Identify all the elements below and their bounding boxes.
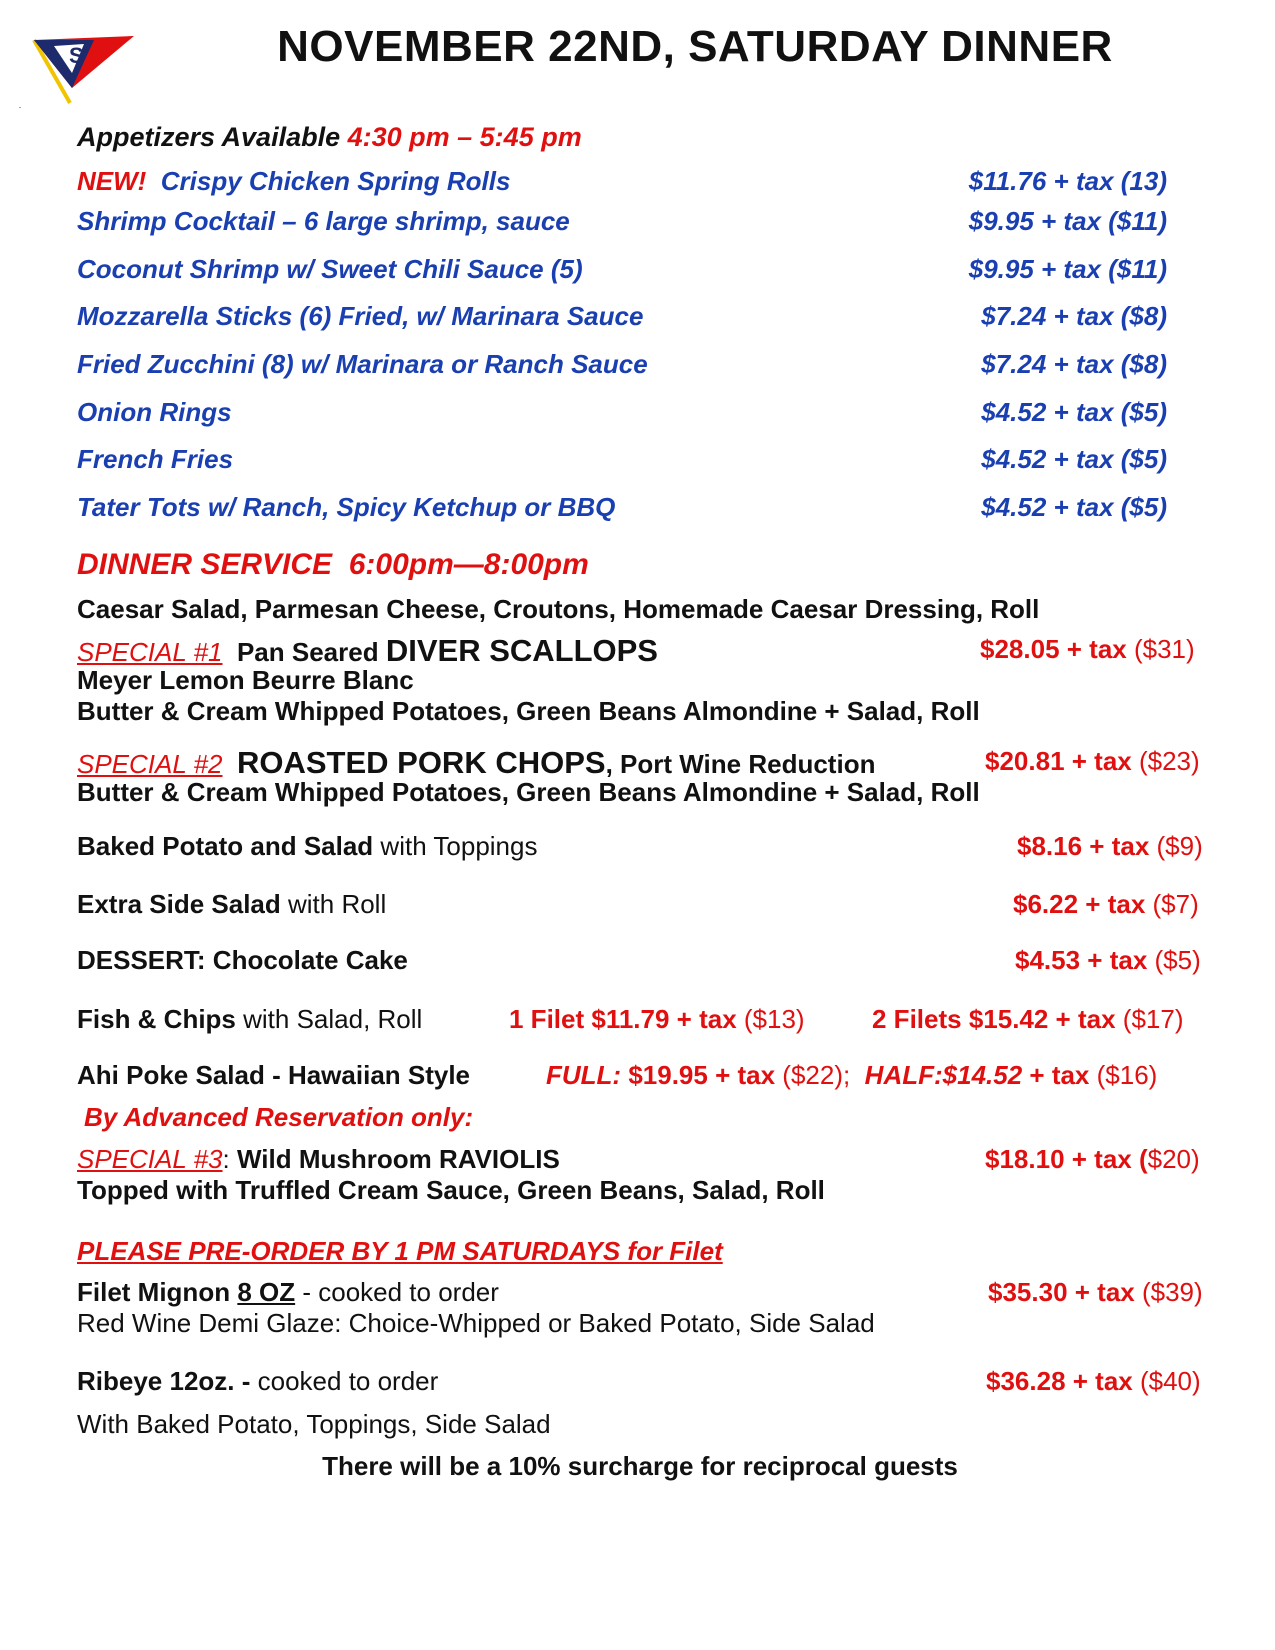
dessert-price-value: $4.53 + tax xyxy=(1015,945,1148,975)
poke-full-total: ($22); xyxy=(782,1060,851,1090)
special-3-price-total: $20) xyxy=(1147,1144,1200,1174)
surcharge-note: There will be a 10% surcharge for reciprocal guests xyxy=(322,1451,958,1481)
logo-letter: S xyxy=(69,43,84,68)
filet-name: Filet Mignon xyxy=(77,1277,231,1307)
appetizer-name: Fried Zucchini (8) w/ Marinara or Ranch Sauce xyxy=(77,349,648,379)
special-3-colon: : xyxy=(222,1144,230,1174)
appetizer-price: $7.24 + tax ($8) xyxy=(981,301,1167,331)
side-salad-price xyxy=(1013,889,1199,920)
appetizer-name: Coconut Shrimp w/ Sweet Chili Sauce (5) xyxy=(77,254,583,284)
special-1-line xyxy=(77,633,658,669)
reservation-notice: By Advanced Reservation only: xyxy=(84,1102,474,1132)
pre-order-notice: PLEASE PRE-ORDER BY 1 PM SATURDAYS for Filet xyxy=(77,1236,723,1266)
special-2-price xyxy=(985,746,1200,777)
poke-full-label: FULL: xyxy=(546,1060,622,1090)
ribeye-line xyxy=(77,1366,438,1397)
side-salad-price-value: $6.22 + tax xyxy=(1013,889,1146,919)
appetizer-price: $7.24 + tax ($8) xyxy=(981,349,1167,379)
ribeye-price-value: $36.28 + tax xyxy=(986,1366,1133,1396)
special-2-price-value: $20.81 + tax xyxy=(985,746,1132,776)
special-1-sides: Butter & Cream Whipped Potatoes, Green Beans Almondine + Salad, Roll xyxy=(77,696,980,726)
ribeye-price-total: ($40) xyxy=(1139,1366,1201,1396)
poke-salad-prices xyxy=(546,1060,1157,1091)
fish-chips-2-filet-price xyxy=(872,1004,1183,1035)
dessert-price xyxy=(1015,945,1201,976)
special-3-name: Wild Mushroom RAVIOLIS xyxy=(236,1144,560,1174)
baked-potato-price xyxy=(1017,831,1203,862)
poke-salad-name: Ahi Poke Salad - Hawaiian Style xyxy=(77,1060,471,1090)
ribeye-sides: With Baked Potato, Toppings, Side Salad xyxy=(77,1409,551,1439)
baked-potato-line xyxy=(77,831,537,862)
filet-size: 8 OZ xyxy=(237,1277,296,1307)
side-salad-name: Extra Side Salad xyxy=(77,889,281,919)
new-badge: NEW! xyxy=(77,166,147,196)
appetizer-name: Crispy Chicken Spring Rolls xyxy=(160,166,511,196)
fish-chips-line xyxy=(77,1004,422,1035)
special-1-prefix: Pan Seared xyxy=(236,637,379,667)
special-2-line xyxy=(77,745,875,781)
special-1-price xyxy=(980,634,1195,665)
fish-1-filet-total: ($13) xyxy=(743,1004,805,1034)
special-1-sauce: Meyer Lemon Beurre Blanc xyxy=(77,665,414,695)
appetizer-name: French Fries xyxy=(77,444,234,474)
caesar-salad-line: Caesar Salad, Parmesan Cheese, Croutons, Homemade Caesar Dressing, Roll xyxy=(77,594,1040,624)
ribeye-name: Ribeye 12oz. - xyxy=(77,1366,251,1396)
appetizers-time: 4:30 pm – 5:45 pm xyxy=(347,122,582,152)
special-2-price-total: ($23) xyxy=(1138,746,1200,776)
fish-chips-1-filet-price xyxy=(509,1004,805,1035)
special-1-label: SPECIAL #1 xyxy=(77,637,223,667)
ribeye-price xyxy=(986,1366,1201,1397)
baked-potato-price-total: ($9) xyxy=(1156,831,1203,861)
filet-price xyxy=(988,1277,1203,1308)
appetizers-heading-label: Appetizers Available xyxy=(77,122,341,152)
appetizer-price: $4.52 + tax ($5) xyxy=(981,397,1167,427)
special-2-suffix: , Port Wine Reduction xyxy=(605,749,876,779)
fish-2-filet-value: 2 Filets $15.42 + tax xyxy=(872,1004,1116,1034)
fish-chips-name: Fish & Chips xyxy=(77,1004,236,1034)
dinner-heading-label: DINNER SERVICE xyxy=(77,548,333,581)
appetizer-price: $4.52 + tax ($5) xyxy=(981,444,1167,474)
fish-chips-desc: with Salad, Roll xyxy=(235,1004,423,1034)
dessert-line: DESSERT: Chocolate Cake xyxy=(77,945,408,975)
special-1-name: DIVER SCALLOPS xyxy=(385,633,658,668)
poke-half-tax: + tax xyxy=(1029,1060,1090,1090)
appetizer-price: $4.52 + tax ($5) xyxy=(981,492,1167,522)
special-3-label: SPECIAL #3 xyxy=(77,1144,223,1174)
filet-price-value: $35.30 + tax xyxy=(988,1277,1135,1307)
special-3-price-value: $18.10 + tax ( xyxy=(985,1144,1148,1174)
special-1-price-total: ($31) xyxy=(1133,634,1195,664)
special-2-sides: Butter & Cream Whipped Potatoes, Green Beans Almondine + Salad, Roll xyxy=(77,777,980,807)
filet-price-total: ($39) xyxy=(1141,1277,1203,1307)
baked-potato-price-value: $8.16 + tax xyxy=(1017,831,1150,861)
side-salad-price-total: ($7) xyxy=(1152,889,1199,919)
filet-line xyxy=(77,1277,499,1308)
special-1-price-value: $28.05 + tax xyxy=(980,634,1127,664)
appetizers-heading xyxy=(77,122,582,153)
side-salad-desc: with Roll xyxy=(280,889,387,919)
special-2-label: SPECIAL #2 xyxy=(77,749,223,779)
baked-potato-desc: with Toppings xyxy=(373,831,538,861)
filet-sides: Red Wine Demi Glaze: Choice-Whipped or Baked Potato, Side Salad xyxy=(77,1308,875,1338)
poke-full-price: $19.95 + tax xyxy=(628,1060,776,1090)
ribeye-desc: cooked to order xyxy=(250,1366,439,1396)
poke-half-total: ($16) xyxy=(1096,1060,1158,1090)
appetizer-price: $9.95 + tax ($11) xyxy=(968,206,1167,236)
poke-half-label: HALF:$14.52 xyxy=(864,1060,1023,1090)
side-salad-line xyxy=(77,889,386,920)
appetizer-name: Shrimp Cocktail – 6 large shrimp, sauce xyxy=(77,206,570,236)
special-3-line xyxy=(77,1144,560,1175)
appetizer-price: $11.76 + tax (13) xyxy=(968,166,1167,196)
dinner-service-heading xyxy=(77,548,589,582)
special-3-sides: Topped with Truffled Cream Sauce, Green Beans, Salad, Roll xyxy=(77,1175,825,1205)
dessert-price-total: ($5) xyxy=(1154,945,1201,975)
filet-desc: - cooked to order xyxy=(295,1277,499,1307)
special-2-name: ROASTED PORK CHOPS xyxy=(236,745,606,780)
fish-2-filet-total: ($17) xyxy=(1122,1004,1184,1034)
appetizer-name: Tater Tots w/ Ranch, Spicy Ketchup or BBQ xyxy=(77,492,616,522)
appetizer-item xyxy=(77,166,510,197)
appetizer-name: Onion Rings xyxy=(77,397,232,427)
special-3-price xyxy=(985,1144,1200,1175)
appetizer-name: Mozzarella Sticks (6) Fried, w/ Marinara Sauce xyxy=(77,301,644,331)
dinner-time: 6:00pm—8:00pm xyxy=(348,548,589,581)
baked-potato-name: Baked Potato and Salad xyxy=(77,831,374,861)
fish-1-filet-value: 1 Filet $11.79 + tax xyxy=(509,1004,737,1034)
appetizer-price: $9.95 + tax ($11) xyxy=(968,254,1167,284)
page-title: NOVEMBER 22ND, SATURDAY DINNER xyxy=(277,22,1113,71)
